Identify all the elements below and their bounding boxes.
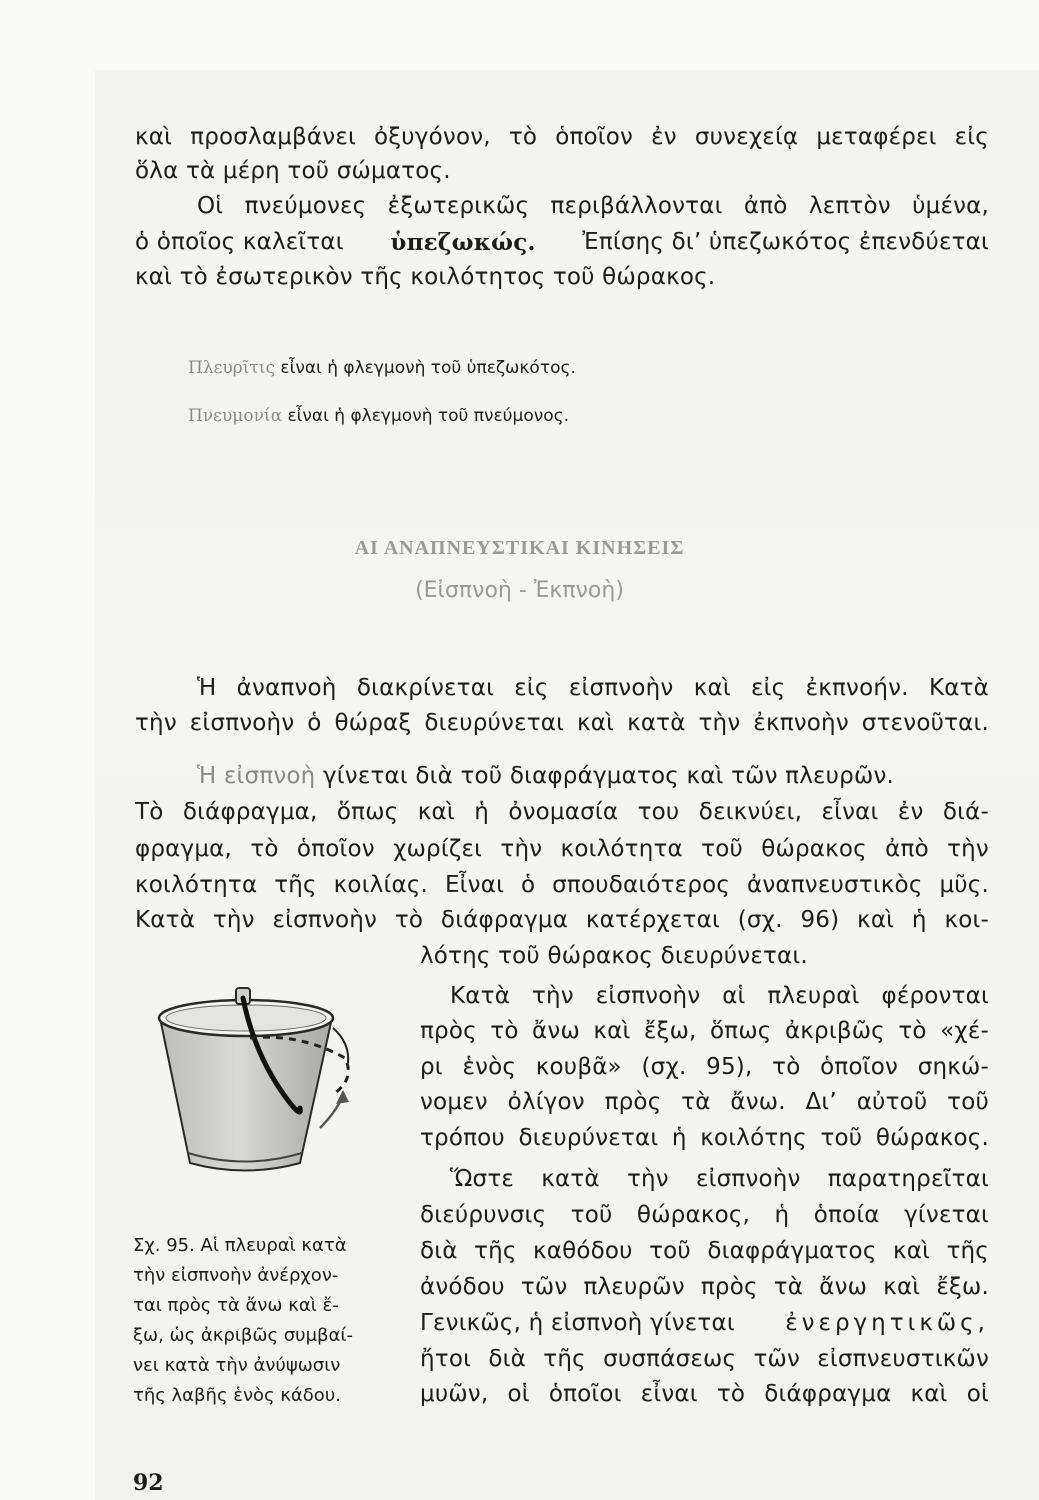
paragraph-6-line-4: ἀνόδου τῶν πλευρῶν πρὸς τὰ ἄνω καὶ ἔξω.: [420, 1274, 989, 1300]
paragraph-6-line-2: διεύρυνσις τοῦ θώρακος, ἡ ὁποία γίνεται: [420, 1202, 989, 1228]
text-run: γίνεται διὰ τοῦ διαφράγματος καὶ τῶν πλευρῶν.: [315, 763, 894, 789]
paragraph-6-line-7: μυῶν, οἱ ὁποῖοι εἶναι τὸ διάφραγμα καὶ οἱ: [420, 1381, 989, 1407]
paragraph-4-line-3: φραγμα, τὸ ὁποῖον χωρίζει τὴν κοιλότητα τοῦ θώρακος ἀπὸ τὴν: [135, 836, 989, 862]
text-run: Ἐπίσης δι’ ὑπεζωκότος ἐπενδύεται: [582, 229, 989, 255]
text-run: Γενικῶς, ἡ εἰσπνοὴ γίνεται: [420, 1310, 735, 1336]
caption-line-4: ξω, ὡς ἀκριβῶς συμβαί-: [133, 1325, 353, 1346]
page-number: 92: [133, 1470, 164, 1496]
section-subheading: (Εἰσπνοὴ - Ἐκπνοὴ): [415, 578, 624, 603]
caption-line-5: νει κατὰ τὴν ἀνύψωσιν: [133, 1355, 341, 1376]
caption-line-2: τὴν εἰσπνοὴν ἀνέρχον-: [133, 1265, 339, 1286]
handle-bracket: [333, 1028, 348, 1063]
paragraph-5-line-2: πρὸς τὸ ἄνω καὶ ἔξω, ὅπως ἀκριβῶς τὸ «χέ-: [420, 1018, 989, 1044]
term-energitikos: ἐνεργητικῶς,: [785, 1310, 989, 1336]
definition-term: Πλευρῖτις: [188, 358, 275, 378]
paragraph-5-line-1: Κατὰ τὴν εἰσπνοὴν αἱ πλευραὶ φέρονται: [450, 983, 989, 1009]
definition-term: Πνευμονία: [188, 406, 283, 426]
paragraph-2-line-3: καὶ τὸ ἐσωτερικὸν τῆς κοιλότητος τοῦ θώρακος.: [135, 264, 716, 290]
caption-line-6: τῆς λαβῆς ἑνὸς κάδου.: [133, 1385, 341, 1406]
term-eispnoi: Ἡ εἰσπνοὴ: [197, 763, 316, 789]
paragraph-5-line-3: ρι ἑνὸς κουβᾶ» (σχ. 95), τὸ ὁποῖον σηκώ-: [420, 1054, 989, 1080]
paragraph-4-line-4: κοιλότητα τῆς κοιλίας. Εἶναι ὁ σπουδαιότερος ἀναπνευστικὸς μῦς.: [135, 872, 989, 898]
paragraph-1-line-1: καὶ προσλαμβάνει ὀξυγόνον, τὸ ὁποῖον ἐν συνεχείᾳ μεταφέρει εἰς: [135, 124, 989, 150]
paragraph-6-line-5: [420, 1310, 989, 1336]
paragraph-4-line-5: Κατὰ τὴν εἰσπνοὴν τὸ διάφραγμα κατέρχεται (σχ. 96) καὶ ἡ κοι-: [135, 907, 989, 933]
paragraph-6-line-1: Ὥστε κατὰ τὴν εἰσπνοὴν παρατηρεῖται: [450, 1166, 989, 1192]
definition-pleurisy: [188, 358, 576, 378]
text-run: ὁ ὁποῖος καλεῖται: [135, 229, 344, 255]
paragraph-2-line-1: Οἱ πνεύμονες ἐξωτερικῶς περιβάλλονται ἀπὸ λεπτὸν ὑμένα,: [197, 193, 989, 219]
paragraph-4-line-6: λότης τοῦ θώρακος διευρύνεται.: [420, 943, 808, 969]
paragraph-6-line-3: διὰ τῆς καθόδου τοῦ διαφράγματος καὶ τῆς: [420, 1238, 989, 1264]
paragraph-6-line-6: ἤτοι διὰ τῆς συσπάσεως τῶν εἰσπνευστικῶν: [420, 1346, 989, 1372]
figure-bucket: [150, 978, 365, 1187]
paragraph-4-line-2: Τὸ διάφραγμα, ὅπως καὶ ἡ ὀνομασία του δεικνύει, εἶναι ἐν διά-: [135, 799, 989, 825]
definition-text: εἶναι ἡ φλεγμονὴ τοῦ ὑπεζωκότος.: [275, 358, 576, 378]
paragraph-3-line-2: τὴν εἰσπνοὴν ὁ θώραξ διευρύνεται καὶ κατὰ τὴν ἐκπνοὴν στενοῦται.: [135, 710, 989, 736]
caption-line-1: Σχ. 95. Αἱ πλευραὶ κατὰ: [133, 1235, 347, 1256]
paragraph-5-line-5: τρόπου διευρύνεται ἡ κοιλότης τοῦ θώρακος.: [420, 1125, 989, 1151]
definition-pneumonia: [188, 406, 569, 426]
term-hypezokos: ὑπεζωκώς.: [390, 229, 536, 256]
paragraph-1-line-2: ὅλα τὰ μέρη τοῦ σώματος.: [135, 158, 451, 184]
definition-text: εἶναι ἡ φλεγμονὴ τοῦ πνεύμονος.: [282, 406, 570, 426]
paragraph-2-line-2: [135, 229, 989, 256]
paragraph-4-line-1: [197, 763, 894, 789]
bucket-illustration: [150, 978, 365, 1183]
paragraph-5-line-4: νομεν ὀλίγον πρὸς τὰ ἄνω. Δι’ αὐτοῦ τοῦ: [420, 1089, 989, 1115]
paragraph-3-line-1: Ἡ ἀναπνοὴ διακρίνεται εἰς εἰσπνοὴν καὶ εἰς ἐκπνοήν. Κατὰ: [197, 675, 989, 701]
section-heading: ΑΙ ΑΝΑΠΝΕΥΣΤΙΚΑΙ ΚΙΝΗΣΕΙΣ: [354, 537, 685, 559]
caption-line-3: ται πρὸς τὰ ἄνω καὶ ἔ-: [133, 1295, 339, 1316]
